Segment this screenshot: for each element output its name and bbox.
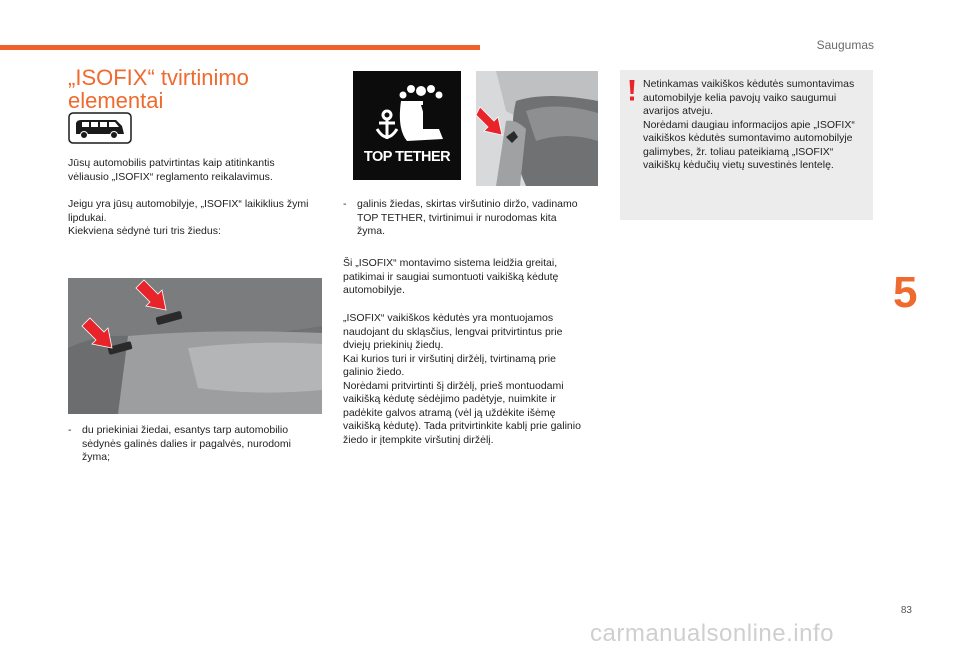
chapter-number: 5 bbox=[893, 268, 918, 317]
watermark: carmanualsonline.info bbox=[590, 620, 834, 647]
installation-paragraph: „ISOFIX“ vaikiškos kėdutės yra montuojamos naudojant du skląsčius, lengvai pritvirtintus prie dviejų priekinių žiedų. Kai kurios turi ir viršutinį diržėlį, tvirtinamą prie galinio žiedo. Norėdami pritvirtinti šį diržėlį, prieš montuodami vaikišką kėdutę sėdėjimo padėtyje, nuimkite ir padėkite galvos atramą (vėl ją uždėkite išėmę vaikišką kėdutę). Tada pritvirtinkite kablį prie galinio žiedo ir įtempkite viršutinį diržėlį. bbox=[343, 312, 581, 446]
warning-text: Netinkamas vaikiškos kėdutės sumontavimas automobilyje kelia pavojų vaiko saugumui avarijos atveju. Norėdami daugiau informacijos apie „ISOFIX“ vaikiškos kėdutės sumontavimo automobilyje galimybes, žr. toliau pateikiamą „ISOFIX“ vaikiškų kėdučių vietų suvestinės lentelę. bbox=[643, 78, 855, 171]
front-rings-bullet bbox=[68, 424, 328, 465]
bullet-dash: - bbox=[68, 424, 72, 436]
page-number: 83 bbox=[900, 605, 912, 616]
bullet-dash: - bbox=[343, 198, 347, 210]
intro-paragraph-1: Jūsų automobilis patvirtintas kaip atitinkantis vėliausio „ISOFIX“ reglamento reikalavimus. bbox=[68, 157, 275, 183]
top-tether-marking bbox=[353, 71, 461, 180]
rear-ring-text: galinis žiedas, skirtas viršutinio diržo, vadinamo TOP TETHER, tvirtinimui ir nurodomas kita žyma. bbox=[357, 198, 578, 237]
section-title: Saugumas bbox=[816, 38, 874, 52]
intro-paragraph-2: Jeigu yra jūsų automobilyje, „ISOFIX“ laikiklius žymi lipdukai. Kiekviena sėdynė turi tris žiedus: bbox=[68, 198, 309, 237]
rear-ring-bullet bbox=[343, 198, 603, 239]
van-icon bbox=[68, 112, 132, 144]
front-rings-text: du priekiniai žiedai, esantys tarp automobilio sėdynės galinės dalies ir pagalvės, nurodomi žyma; bbox=[82, 424, 291, 463]
system-description-paragraph: Ši „ISOFIX“ montavimo sistema leidžia greitai, patikimai ir saugiai sumontuoti vaikišką kėdutę automobilyje. bbox=[343, 257, 559, 296]
warning-exclamation-icon bbox=[628, 80, 636, 102]
page-title: „ISOFIX“ tvirtinimo elementai bbox=[68, 65, 249, 113]
rear-tether-ring-photo bbox=[476, 71, 598, 186]
top-tether-symbol bbox=[363, 79, 451, 151]
header-accent-bar bbox=[0, 45, 480, 50]
rear-seat-isofix-rings-photo bbox=[68, 278, 322, 414]
top-tether-label: TOP TETHER bbox=[363, 149, 451, 165]
